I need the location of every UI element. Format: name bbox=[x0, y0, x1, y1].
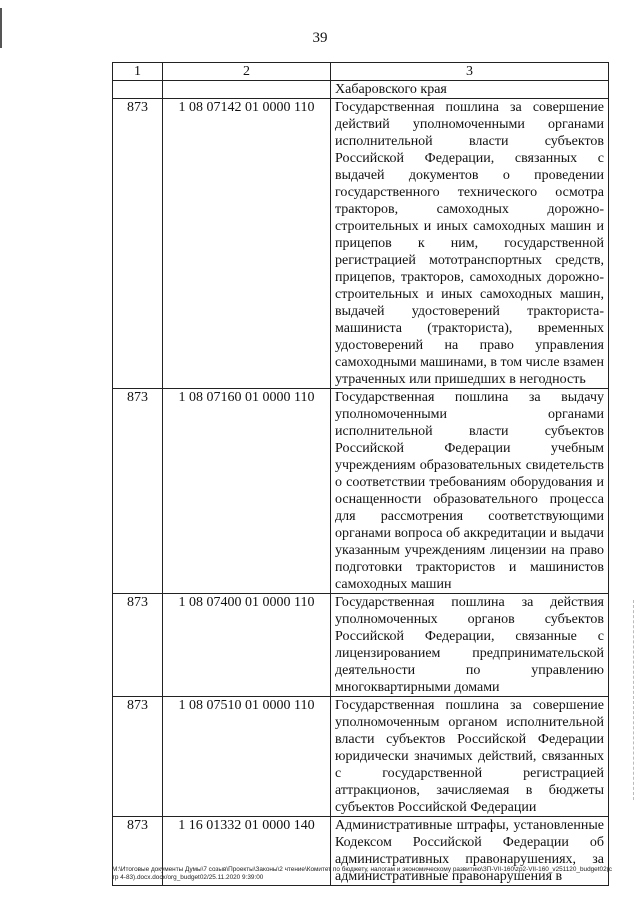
header-col-1: 1 bbox=[113, 63, 163, 81]
revenue-code: 1 08 07400 01 0000 110 bbox=[163, 594, 331, 697]
revenue-codes-table bbox=[112, 62, 609, 886]
table-header-row bbox=[113, 63, 609, 81]
revenue-code: 1 08 07510 01 0000 110 bbox=[163, 697, 331, 817]
header-col-3: 3 bbox=[331, 63, 609, 81]
revenue-name: Административные штрафы, установленные Кодексом Российской Федерации об административных правонарушениях, за административные правонарушения в bbox=[331, 817, 609, 886]
table-row bbox=[113, 389, 609, 594]
admin-code: 873 bbox=[113, 594, 163, 697]
table-row bbox=[113, 594, 609, 697]
revenue-name: Государственная пошлина за совершение уполномоченным органом исполнительной власти субъектов Российской Федерации юридически значимых действий, связанных с государственной регистрацией аттракционов, зачисляемая в бюджеты субъектов Российской Федерации bbox=[331, 697, 609, 817]
admin-code: 873 bbox=[113, 389, 163, 594]
right-margin-mark bbox=[632, 600, 634, 800]
revenue-code: 1 08 07160 01 0000 110 bbox=[163, 389, 331, 594]
revenue-code: 1 08 07142 01 0000 110 bbox=[163, 99, 331, 389]
header-col-2: 2 bbox=[163, 63, 331, 81]
region-empty-2 bbox=[163, 81, 331, 99]
region-title: Хабаровского края bbox=[331, 81, 609, 99]
revenue-name: Государственная пошлина за действия уполномоченных органов субъектов Российской Федерации, связанные с лицензированием предпринимательской деятельности по управлению многоквартирными домами bbox=[331, 594, 609, 697]
page-number: 39 bbox=[312, 30, 328, 46]
revenue-name: Государственная пошлина за совершение действий уполномоченными органами исполнительной власти субъектов Российской Федерации, связанных с выдачей документов о проведении государственного технического осмотра тракторов, самоходных дорожно-строительных и иных самоходных машин и прицепов к ним, государственной регистрацией мототранспортных средств, прицепов, тракторов, самоходных дорожно-строительных и иных самоходных машин, выдачей удостоверений тракториста-машиниста (тракториста), временных удостоверений на право управления самоходными машинами, в том числе взамен утраченных или пришедших в негодность bbox=[331, 99, 609, 389]
revenue-code: 1 16 01332 01 0000 140 bbox=[163, 817, 331, 886]
table-row bbox=[113, 697, 609, 817]
admin-code: 873 bbox=[113, 99, 163, 389]
revenue-name: Государственная пошлина за выдачу уполномоченными органами исполнительной власти субъектов Российской Федерации учебным учреждениям образовательных свидетельств о соответствии требованиям оборудования и оснащенности образовательного процесса для рассмотрения соответствующими органами вопроса об аккредитации и выдачи указанным учреждениям лицензии на право подготовки трактористов и машинистов самоходных машин bbox=[331, 389, 609, 594]
footer-file-path: M:\Итоговые документы Думы\7 созыв\Проекты\Законы\2 чтение\Комитет по бюджету, налогам и экономическому развитию\ЗП-VII-160\zp2-VII-160_v251120_budget02(стр 4-83).docx.docx/org_budget02/25.11.2020 9:39:00 bbox=[112, 866, 612, 881]
table-row bbox=[113, 99, 609, 389]
region-row bbox=[113, 81, 609, 99]
admin-code: 873 bbox=[113, 817, 163, 886]
region-empty-1 bbox=[113, 81, 163, 99]
admin-code: 873 bbox=[113, 697, 163, 817]
